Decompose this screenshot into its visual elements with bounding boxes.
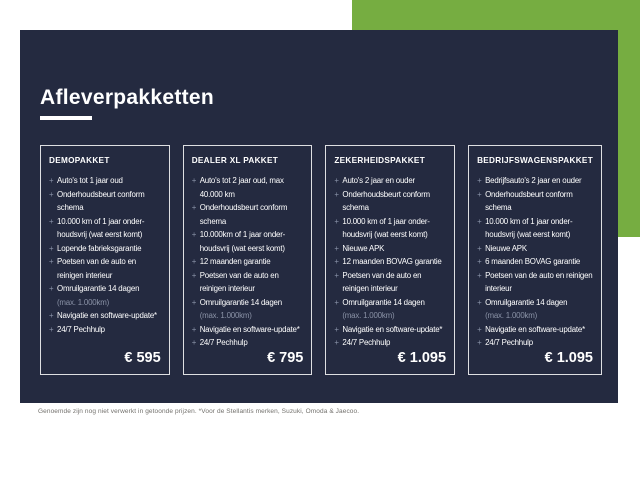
feature-item xyxy=(192,336,304,350)
feature-text: 10.000 km of 1 jaar onder-houdsvrij (wat eerst komt) xyxy=(485,216,573,239)
feature-item xyxy=(334,296,446,323)
plus-icon: + xyxy=(477,189,482,199)
feature-text-wrap xyxy=(57,188,161,215)
feature-text: Poetsen van de auto en reinigen interieur xyxy=(199,270,279,293)
feature-text: Navigatie en software-update* xyxy=(57,311,157,320)
disclaimer-text: Genoemde zijn nog niet verwerkt in getoonde prijzen. *Voor de Stellantis merken, Suzuki, Omoda & Jaecoo. xyxy=(38,408,360,415)
feature-item xyxy=(192,269,304,296)
plus-icon: + xyxy=(191,203,197,212)
feature-text: Poetsen van de auto en reinigen interieur xyxy=(342,270,422,293)
feature-text: Navigatie en software-update* xyxy=(342,324,443,334)
feature-text-wrap xyxy=(485,269,593,296)
feature-text-wrap xyxy=(342,269,446,296)
feature-text: Onderhoudsbeurt conform schema xyxy=(57,189,145,212)
feature-text: Poetsen van de auto en reinigen interieur xyxy=(57,257,136,280)
feature-item xyxy=(192,201,304,228)
feature-item xyxy=(477,296,593,323)
plus-icon: + xyxy=(477,176,482,185)
package-price: € 595 xyxy=(124,349,161,366)
plus-icon: + xyxy=(49,257,54,266)
feature-text-wrap xyxy=(342,255,441,269)
feature-text-wrap xyxy=(57,282,139,309)
plus-icon: + xyxy=(191,324,197,334)
feature-text: 24/7 Pechhulp xyxy=(485,338,533,347)
feature-text: Onderhoudsbeurt conform schema xyxy=(342,189,430,212)
package-price: € 1.095 xyxy=(397,349,447,366)
feature-item xyxy=(334,323,446,337)
feature-text-wrap xyxy=(485,296,567,323)
feature-text-wrap xyxy=(57,255,161,282)
feature-text-wrap xyxy=(57,323,105,337)
feature-text: Poetsen van de auto en reinigen interieur xyxy=(485,270,593,293)
feature-text: Onderhoudsbeurt conform schema xyxy=(199,203,288,226)
feature-text-wrap xyxy=(485,323,585,337)
feature-item xyxy=(334,174,446,188)
feature-text: Omruilgarantie 14 dagen xyxy=(485,297,568,307)
feature-item xyxy=(334,336,446,350)
feature-item xyxy=(477,269,593,296)
feature-text-wrap xyxy=(57,242,141,256)
feature-text-wrap xyxy=(200,336,248,350)
plus-icon: + xyxy=(477,338,482,347)
package-price: € 1.095 xyxy=(544,349,593,366)
package-title: DEMOPAKKET xyxy=(49,156,110,165)
feature-text-wrap xyxy=(200,201,304,228)
plus-icon: + xyxy=(191,297,197,307)
feature-text: Nieuwe APK xyxy=(485,243,527,253)
plus-icon: + xyxy=(49,189,54,199)
feature-text: 24/7 Pechhulp xyxy=(342,338,391,347)
feature-item xyxy=(334,255,446,269)
plus-icon: + xyxy=(191,270,197,280)
package-card xyxy=(40,145,170,375)
plus-icon: + xyxy=(49,243,54,253)
feature-text: Auto's tot 1 jaar oud xyxy=(57,176,123,185)
plus-icon: + xyxy=(49,311,54,320)
plus-icon: + xyxy=(191,176,197,185)
plus-icon: + xyxy=(49,324,54,334)
feature-text-wrap xyxy=(342,296,424,323)
plus-icon: + xyxy=(49,216,54,226)
feature-note: (max. 1.000km) xyxy=(485,311,538,320)
feature-item xyxy=(192,296,304,323)
feature-list xyxy=(334,174,446,350)
plus-icon: + xyxy=(191,230,197,239)
plus-icon: + xyxy=(477,270,482,280)
feature-text-wrap xyxy=(342,323,442,337)
feature-text: Auto's 2 jaar en ouder xyxy=(342,176,415,185)
plus-icon: + xyxy=(191,338,197,347)
plus-icon: + xyxy=(334,297,339,307)
feature-text: 10.000km of 1 jaar onder-houdsvrij (wat eerst komt) xyxy=(199,230,286,253)
plus-icon: + xyxy=(477,324,482,334)
feature-text: Nieuwe APK xyxy=(342,243,385,253)
package-cards-row xyxy=(40,145,602,374)
feature-text: Onderhoudsbeurt conform schema xyxy=(485,189,573,212)
plus-icon: + xyxy=(49,284,54,293)
title-underline xyxy=(40,116,92,120)
packages-panel xyxy=(20,30,618,403)
package-card xyxy=(183,145,313,375)
feature-item xyxy=(477,336,593,350)
plus-icon: + xyxy=(334,270,339,280)
feature-item xyxy=(334,215,446,242)
feature-text: 12 maanden garantie xyxy=(199,257,271,266)
feature-list xyxy=(49,174,161,336)
feature-item xyxy=(192,174,304,201)
plus-icon: + xyxy=(477,216,482,226)
feature-item xyxy=(334,242,446,256)
feature-text-wrap xyxy=(485,242,527,256)
feature-item xyxy=(49,215,161,242)
plus-icon: + xyxy=(49,176,54,185)
plus-icon: + xyxy=(477,243,482,253)
plus-icon: + xyxy=(334,257,339,266)
feature-text: Navigatie en software-update* xyxy=(485,324,585,334)
feature-text: Auto's tot 2 jaar oud, max 40.000 km xyxy=(199,176,284,199)
feature-text: Navigatie en software-update* xyxy=(199,324,300,334)
feature-text-wrap xyxy=(485,336,533,350)
plus-icon: + xyxy=(334,338,339,347)
feature-text-wrap xyxy=(485,215,593,242)
feature-text-wrap xyxy=(200,323,300,337)
feature-item xyxy=(49,174,161,188)
feature-item xyxy=(477,323,593,337)
feature-item xyxy=(49,242,161,256)
feature-item xyxy=(192,228,304,255)
feature-list xyxy=(477,174,593,350)
package-title: BEDRIJFSWAGENSPAKKET xyxy=(477,156,593,165)
feature-list xyxy=(192,174,304,350)
feature-text-wrap xyxy=(485,188,593,215)
feature-text-wrap xyxy=(342,188,446,215)
package-title: DEALER XL PAKKET xyxy=(191,156,279,165)
feature-text: 12 maanden BOVAG garantie xyxy=(342,257,442,266)
feature-text-wrap xyxy=(342,336,390,350)
feature-text-wrap xyxy=(342,174,415,188)
feature-text-wrap xyxy=(57,309,157,323)
package-price: € 795 xyxy=(267,349,304,366)
feature-text-wrap xyxy=(485,255,580,269)
feature-item xyxy=(477,215,593,242)
plus-icon: + xyxy=(334,243,339,253)
feature-text: 10.000 km of 1 jaar onder-houdsvrij (wat eerst komt) xyxy=(342,216,430,239)
package-card xyxy=(325,145,455,375)
package-title: ZEKERHEIDSPAKKET xyxy=(334,156,425,165)
feature-text-wrap xyxy=(57,215,161,242)
feature-item xyxy=(192,323,304,337)
plus-icon: + xyxy=(334,324,339,334)
feature-text-wrap xyxy=(200,296,282,323)
plus-icon: + xyxy=(191,257,197,266)
feature-item xyxy=(477,255,593,269)
plus-icon: + xyxy=(477,297,482,307)
feature-text-wrap xyxy=(342,215,446,242)
feature-text: 6 maanden BOVAG garantie xyxy=(485,257,581,266)
feature-text: Omruilgarantie 14 dagen xyxy=(57,284,140,293)
feature-text: Omruilgarantie 14 dagen xyxy=(199,297,282,307)
feature-item xyxy=(49,282,161,309)
plus-icon: + xyxy=(334,189,339,199)
feature-note: (max. 1.000km) xyxy=(199,311,252,320)
feature-text-wrap xyxy=(200,269,304,296)
package-card xyxy=(468,145,602,375)
feature-item xyxy=(49,323,161,337)
feature-text: Omruilgarantie 14 dagen xyxy=(342,297,425,307)
plus-icon: + xyxy=(334,216,339,226)
feature-note: (max. 1.000km) xyxy=(57,297,110,307)
feature-text-wrap xyxy=(200,174,304,201)
feature-text-wrap xyxy=(200,255,271,269)
feature-item xyxy=(477,188,593,215)
feature-text-wrap xyxy=(57,174,123,188)
feature-text: Lopende fabrieksgarantie xyxy=(57,243,142,253)
feature-text-wrap xyxy=(200,228,304,255)
feature-note: (max. 1.000km) xyxy=(342,311,395,320)
feature-item xyxy=(49,188,161,215)
feature-item xyxy=(192,255,304,269)
feature-text-wrap xyxy=(485,174,581,188)
feature-item xyxy=(477,242,593,256)
page-title: Afleverpakketten xyxy=(40,86,215,110)
feature-text: 24/7 Pechhulp xyxy=(199,338,248,347)
feature-text: Bedrijfsauto's 2 jaar en ouder xyxy=(485,176,582,185)
feature-text: 24/7 Pechhulp xyxy=(57,324,105,334)
feature-text: 10.000 km of 1 jaar onder-houdsvrij (wat eerst komt) xyxy=(57,216,145,239)
feature-text-wrap xyxy=(342,242,384,256)
feature-item xyxy=(49,255,161,282)
feature-item xyxy=(334,269,446,296)
feature-item xyxy=(477,174,593,188)
plus-icon: + xyxy=(334,176,339,185)
feature-item xyxy=(334,188,446,215)
feature-item xyxy=(49,309,161,323)
plus-icon: + xyxy=(477,257,482,266)
